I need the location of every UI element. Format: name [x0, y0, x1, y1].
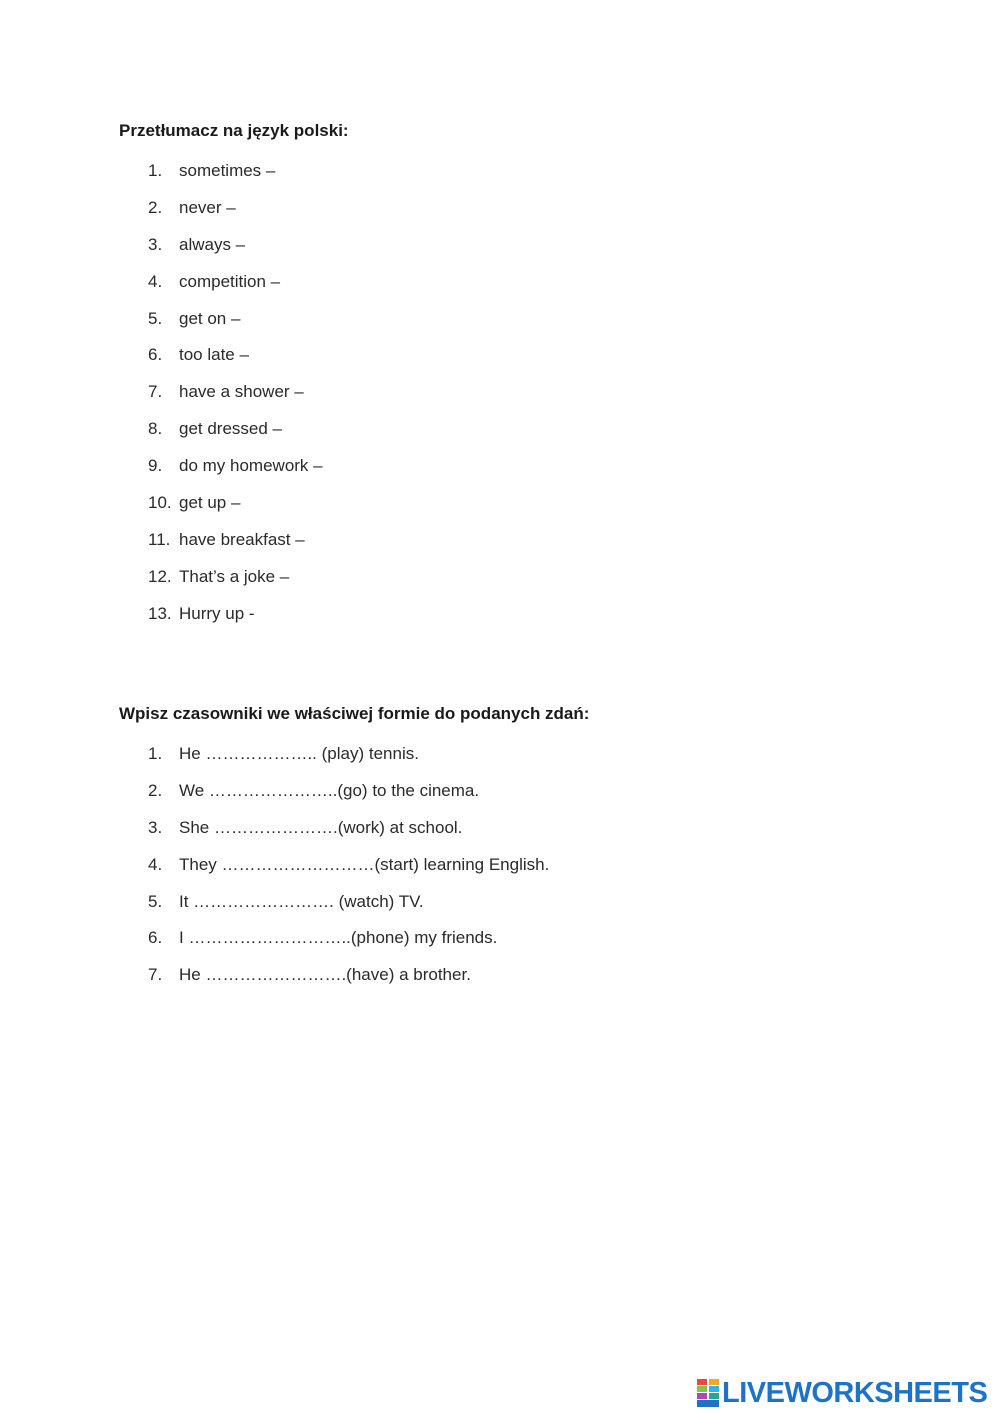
item-text: do my homework – — [179, 456, 323, 476]
item-text: He …………………….(have) a brother. — [179, 965, 471, 985]
item-number: 7. — [148, 965, 163, 985]
item-text: Hurry up - — [179, 603, 255, 623]
list-item — [148, 271, 323, 308]
item-number: 2. — [148, 780, 163, 800]
item-number: 10. — [148, 493, 172, 513]
list-item — [148, 854, 549, 891]
item-number: 2. — [148, 197, 163, 217]
item-number: 8. — [148, 419, 163, 439]
list-item — [148, 603, 323, 640]
item-text: never – — [179, 197, 236, 217]
liveworksheets-logo — [697, 1378, 987, 1408]
item-number: 1. — [148, 161, 163, 180]
item-number: 4. — [148, 854, 163, 874]
item-number: 7. — [148, 382, 163, 402]
list-item — [148, 927, 549, 964]
list-item — [148, 964, 549, 1001]
list-item — [148, 308, 323, 345]
item-number: 3. — [148, 817, 163, 837]
verb-form-list — [148, 743, 549, 1001]
item-number: 9. — [148, 456, 163, 476]
item-number: 4. — [148, 271, 163, 291]
list-item — [148, 418, 323, 455]
item-number: 5. — [148, 308, 163, 328]
section-2-heading: Wpisz czasowniki we właściwej formie do podanych zdań: — [119, 704, 590, 723]
item-text: She ………………….(work) at school. — [179, 817, 463, 837]
item-number: 13. — [148, 603, 172, 623]
item-number: 1. — [148, 744, 163, 763]
item-text: It ……………………. (watch) TV. — [179, 891, 424, 911]
list-item — [148, 381, 323, 418]
item-text: get on – — [179, 308, 241, 328]
item-text: We …………………..(go) to the cinema. — [179, 780, 480, 800]
list-item — [148, 160, 323, 197]
list-item — [148, 492, 323, 529]
item-text: always – — [179, 234, 246, 254]
list-item — [148, 344, 323, 381]
item-text: get up – — [179, 493, 241, 513]
item-number: 5. — [148, 891, 163, 911]
list-item — [148, 197, 323, 234]
section-1-heading: Przetłumacz na język polski: — [119, 121, 349, 140]
list-item — [148, 817, 549, 854]
item-text: I ………………………..(phone) my friends. — [179, 928, 498, 948]
item-text: too late – — [179, 345, 249, 365]
list-item — [148, 566, 323, 603]
item-number: 6. — [148, 928, 163, 948]
list-item — [148, 529, 323, 566]
translation-list — [148, 160, 323, 640]
item-text: sometimes – — [179, 161, 276, 180]
item-text: have a shower – — [179, 382, 304, 402]
list-item — [148, 780, 549, 817]
liveworksheets-brand-text: LIVEWORKSHEETS — [722, 1377, 988, 1409]
item-number: 3. — [148, 234, 163, 254]
item-text: He ……………….. (play) tennis. — [179, 744, 419, 763]
list-item — [148, 743, 549, 780]
item-text: competition – — [179, 271, 281, 291]
liveworksheets-logo-icon — [697, 1379, 719, 1407]
item-text: They ………………………(start) learning English. — [179, 854, 550, 874]
item-text: get dressed – — [179, 419, 283, 439]
item-number: 6. — [148, 345, 163, 365]
list-item — [148, 455, 323, 492]
item-number: 11. — [148, 529, 171, 549]
item-text: That’s a joke – — [179, 566, 290, 586]
item-text: have breakfast – — [179, 529, 305, 549]
list-item — [148, 234, 323, 271]
item-number: 12. — [148, 566, 172, 586]
list-item — [148, 891, 549, 928]
